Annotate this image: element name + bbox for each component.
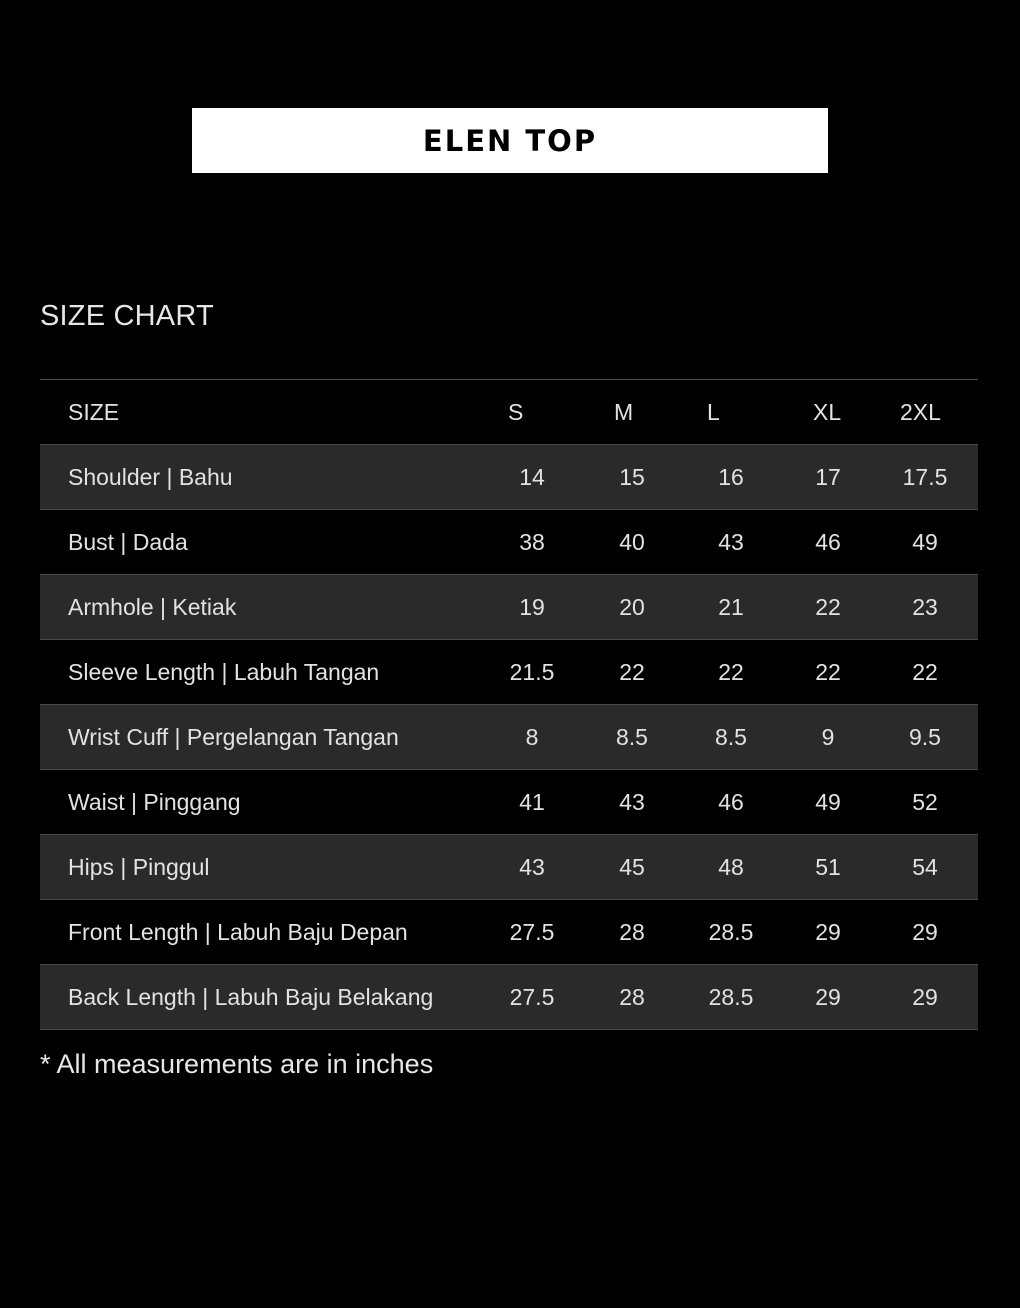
measurement-value: 48 — [718, 853, 744, 880]
measurement-value: 46 — [718, 788, 744, 815]
measurement-label: Waist | Pinggang — [68, 788, 241, 815]
table-row — [40, 770, 978, 835]
measurement-value: 21.5 — [509, 658, 555, 685]
measurement-value: 29 — [815, 983, 841, 1010]
measurement-value: 40 — [619, 528, 645, 555]
title-banner — [192, 108, 828, 173]
measurement-value: 8.5 — [715, 723, 747, 750]
measurement-value: 38 — [519, 528, 545, 555]
size-chart-table — [40, 379, 978, 1030]
table-row — [40, 705, 978, 770]
table-row — [40, 640, 978, 705]
measurement-value: 41 — [519, 788, 545, 815]
measurement-label: Shoulder | Bahu — [68, 463, 233, 490]
measurement-value: 51 — [815, 853, 841, 880]
measurement-value: 46 — [815, 528, 841, 555]
measurement-label: Hips | Pinggul — [68, 853, 210, 880]
measurement-value: 22 — [718, 658, 744, 685]
measurement-value: 22 — [815, 593, 841, 620]
measurement-value: 43 — [519, 853, 545, 880]
size-chart-heading: SIZE CHART — [40, 300, 214, 332]
header-size-s: S — [508, 398, 524, 425]
measurement-value: 29 — [815, 918, 841, 945]
measurement-value: 15 — [619, 463, 645, 490]
measurement-value: 54 — [912, 853, 938, 880]
table-body — [40, 445, 978, 1030]
measurement-value: 23 — [912, 593, 938, 620]
measurement-value: 28.5 — [708, 918, 754, 945]
measurement-value: 17 — [815, 463, 841, 490]
header-size-label: SIZE — [68, 398, 120, 425]
measurement-value: 9.5 — [909, 723, 941, 750]
measurement-label: Back Length | Labuh Baju Belakang — [68, 983, 434, 1010]
measurement-value: 27.5 — [509, 918, 555, 945]
table-header-row — [40, 380, 978, 445]
measurement-value: 52 — [912, 788, 938, 815]
measurement-value: 28.5 — [708, 983, 754, 1010]
measurement-value: 49 — [815, 788, 841, 815]
measurement-value: 8 — [525, 723, 539, 750]
table-row — [40, 510, 978, 575]
measurement-value: 17.5 — [902, 463, 948, 490]
table-row — [40, 575, 978, 640]
measurement-value: 43 — [718, 528, 744, 555]
measurement-value: 29 — [912, 983, 938, 1010]
measurement-value: 45 — [619, 853, 645, 880]
measurement-footnote: * All measurements are in inches — [40, 1049, 434, 1079]
measurement-value: 28 — [619, 983, 645, 1010]
header-size-xl: XL — [813, 398, 842, 425]
table-row — [40, 835, 978, 900]
measurement-value: 43 — [619, 788, 645, 815]
measurement-value: 22 — [619, 658, 645, 685]
measurement-value: 28 — [619, 918, 645, 945]
header-size-l: L — [707, 398, 720, 425]
measurement-label: Sleeve Length | Labuh Tangan — [68, 658, 380, 685]
measurement-value: 21 — [718, 593, 744, 620]
measurement-label: Wrist Cuff | Pergelangan Tangan — [68, 723, 399, 750]
measurement-value: 14 — [519, 463, 545, 490]
table-row — [40, 900, 978, 965]
measurement-label: Armhole | Ketiak — [68, 593, 237, 620]
table-row — [40, 965, 978, 1030]
measurement-value: 49 — [912, 528, 938, 555]
measurement-value: 22 — [912, 658, 938, 685]
table-row — [40, 445, 978, 510]
measurement-value: 22 — [815, 658, 841, 685]
measurement-value: 19 — [519, 593, 545, 620]
measurement-value: 20 — [619, 593, 645, 620]
measurement-label: Bust | Dada — [68, 528, 188, 555]
measurement-value: 27.5 — [509, 983, 555, 1010]
measurement-value: 16 — [718, 463, 744, 490]
header-size-2xl: 2XL — [900, 398, 941, 425]
product-title: ELEN TOP — [422, 123, 598, 158]
measurement-value: 9 — [821, 723, 835, 750]
measurement-value: 8.5 — [616, 723, 648, 750]
measurement-label: Front Length | Labuh Baju Depan — [68, 918, 408, 945]
header-size-m: M — [614, 398, 634, 425]
measurement-value: 29 — [912, 918, 938, 945]
